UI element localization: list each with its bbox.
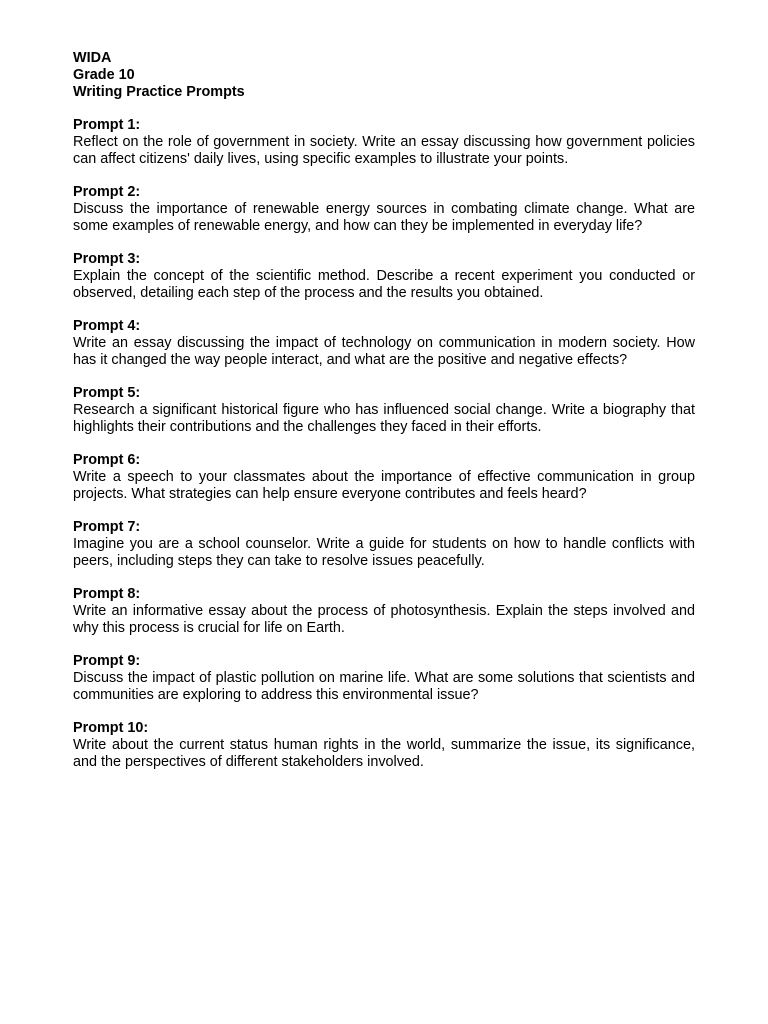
prompt-6 <box>73 452 695 502</box>
grade-level: Grade 10 <box>73 66 135 83</box>
prompt-7 <box>73 519 695 569</box>
prompt-10 <box>73 720 695 770</box>
prompt-text: Research a significant historical figure who has influenced social change. Write a biography that highlights their contributions and the challenges they faced in their efforts. <box>73 402 695 435</box>
prompt-text: Imagine you are a school counselor. Write a guide for students on how to handle conflicts with peers, including steps they can take to resolve issues peacefully. <box>73 536 695 569</box>
prompt-title: Prompt 6: <box>73 452 141 469</box>
prompt-text: Write a speech to your classmates about the importance of effective communication in group projects. What strategies can help ensure everyone contributes and feels heard? <box>73 469 695 502</box>
prompt-4 <box>73 318 695 368</box>
document-page <box>73 50 695 787</box>
prompt-5 <box>73 385 695 435</box>
prompt-text: Discuss the importance of renewable energy sources in combating climate change. What are some examples of renewable energy, and how can they be implemented in everyday life? <box>73 201 695 234</box>
prompt-text: Reflect on the role of government in society. Write an essay discussing how government policies can affect citizens' daily lives, using specific examples to illustrate your points. <box>73 134 695 167</box>
prompt-text: Write about the current status human rights in the world, summarize the issue, its significance, and the perspectives of different stakeholders involved. <box>73 737 695 770</box>
prompt-9 <box>73 653 695 703</box>
prompt-title: Prompt 7: <box>73 519 141 536</box>
prompt-2 <box>73 184 695 234</box>
prompt-title: Prompt 10: <box>73 720 149 737</box>
prompt-title: Prompt 8: <box>73 586 141 603</box>
prompt-title: Prompt 3: <box>73 251 141 268</box>
prompt-8 <box>73 586 695 636</box>
prompt-text: Write an informative essay about the process of photosynthesis. Explain the steps involved and why this process is crucial for life on Earth. <box>73 603 695 636</box>
document-header <box>73 50 695 100</box>
prompt-text: Write an essay discussing the impact of technology on communication in modern society. How has it changed the way people interact, and what are the positive and negative effects? <box>73 335 695 368</box>
prompt-title: Prompt 5: <box>73 385 141 402</box>
prompt-title: Prompt 4: <box>73 318 141 335</box>
prompt-title: Prompt 9: <box>73 653 141 670</box>
prompt-title: Prompt 2: <box>73 184 141 201</box>
organization-name: WIDA <box>73 50 112 66</box>
prompt-1 <box>73 117 695 167</box>
prompt-text: Explain the concept of the scientific method. Describe a recent experiment you conducted or observed, detailing each step of the process and the results you obtained. <box>73 268 695 301</box>
prompt-3 <box>73 251 695 301</box>
prompt-text: Discuss the impact of plastic pollution on marine life. What are some solutions that scientists and communities are exploring to address this environmental issue? <box>73 670 695 703</box>
prompt-title: Prompt 1: <box>73 117 141 134</box>
document-title: Writing Practice Prompts <box>73 83 245 100</box>
